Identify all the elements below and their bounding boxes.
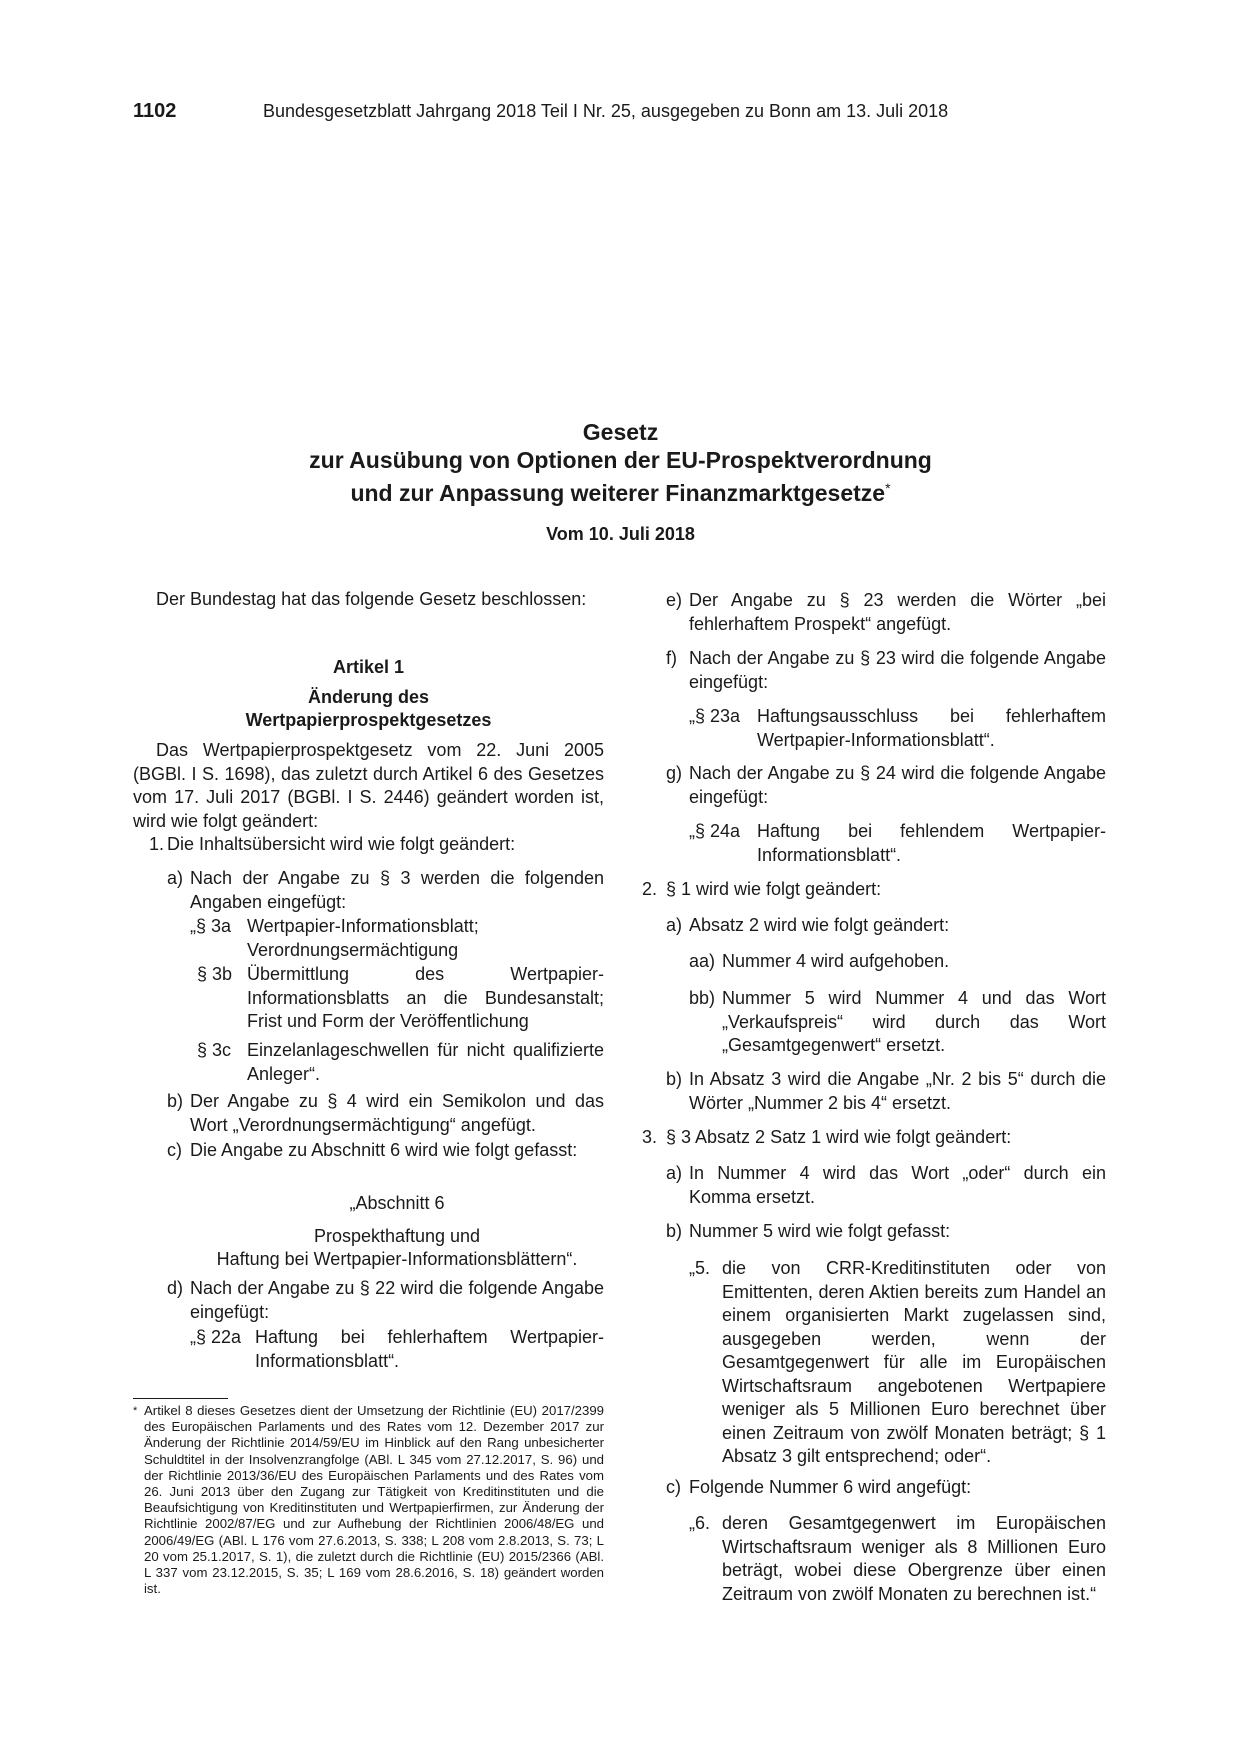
entry-3a-text: Wertpapier-Informationsblatt; Verordnungsermächtigung [247, 916, 479, 960]
item-2bb-text: Nummer 5 wird Nummer 4 und das Wort „Verkaufspreis“ wird durch das Wort „Gesamtgegenwert“ ersetzt. [722, 988, 1106, 1055]
item-3-label: 3. [642, 1127, 658, 1147]
item-3-text: § 3 Absatz 2 Satz 1 wird wie folgt geändert: [666, 1127, 1012, 1147]
item-1-label: 1. [149, 834, 165, 854]
entry-3b-label: § 3b [197, 964, 233, 984]
entry-23a-label: „§ 23a [689, 706, 741, 726]
article-heading: Artikel 1 [332, 657, 405, 677]
section-6-subtitle-2: Haftung bei Wertpapier-Informationsblättern“. [216, 1249, 578, 1269]
footnote-separator [133, 1398, 228, 1399]
item-3a-label: a) [666, 1163, 683, 1183]
item-1a-label: a) [167, 868, 184, 888]
law-title-line-3-text: und zur Anpassung weiterer Finanzmarktgesetze [350, 480, 886, 506]
page-number: 1102 [133, 100, 177, 122]
law-title [200, 418, 1041, 507]
item-3c-label: c) [666, 1477, 681, 1497]
law-date: Vom 10. Juli 2018 [546, 524, 695, 544]
item-3b-text: Nummer 5 wird wie folgt gefasst: [689, 1221, 951, 1241]
item-2-text: § 1 wird wie folgt geändert: [666, 879, 882, 899]
number-6-label: „6. [689, 1513, 711, 1533]
entry-22a-text: Haftung bei fehlerhaftem Wertpapier-Informationsblatt“. [255, 1327, 604, 1371]
item-1g-label: g) [666, 763, 683, 783]
item-2a-text: Absatz 2 wird wie folgt geändert: [689, 915, 950, 935]
footnote-text: Artikel 8 dieses Gesetzes dient der Umsetzung der Richtlinie (EU) 2017/2399 des Europäischen Parlaments und des Rates vom 12. Dezember 2017 zur Änderung der Richtlinie 2014/59/EU im Hinblick auf den Rang unbesicherter Schuldtitel in der Insolvenzrangfolge (ABl. L 345 vom 27.12.2017, S. 96) und der Richtlinie 2013/36/EU des Europäischen Parlaments und des Rates vom 26. Juni 2013 über den Zugang zur Tätigkeit von Kreditinstituten und die Beaufsichtigung von Kreditinstituten und Wertpapierfirmen, zur Änderung der Richtlinie 2002/87/EG und zur Aufhebung der Richtlinien 2006/48/EG und 2006/49/EG (ABl. L 176 vom 27.6.2013, S. 338; L 208 vom 2.8.2013, S. 73; L 20 vom 25.1.2017, S. 1), die zuletzt durch die Richtlinie (EU) 2015/2366 (ABl. L 337 vom 23.12.2015, S. 35; L 169 vom 28.6.2016, S. 18) geändert worden ist. [144, 1403, 604, 1597]
section-6-subtitle-1: Prospekthaftung und [313, 1226, 481, 1246]
entry-3b-text: Übermittlung des Wertpapier-Informationsblatts an die Bundesanstalt; Frist und Form der Veröffentlichung [247, 964, 604, 1031]
section-6-title: „Abschnitt 6 [349, 1193, 445, 1213]
entry-24a-text: Haftung bei fehlendem Wertpapier-Informationsblatt“. [757, 821, 1106, 865]
number-5-label: „5. [689, 1258, 711, 1278]
item-2bb-label: bb) [689, 988, 716, 1008]
article-title-line-1: Änderung des [307, 687, 429, 707]
item-3c-text: Folgende Nummer 6 wird angefügt: [689, 1477, 972, 1497]
item-1f-label: f) [666, 648, 677, 668]
footnote [133, 1403, 604, 1597]
item-2aa-label: aa) [689, 951, 716, 971]
item-1c-label: c) [167, 1140, 182, 1160]
item-1c-text: Die Angabe zu Abschnitt 6 wird wie folgt gefasst: [190, 1140, 578, 1160]
footnote-marker: * [885, 480, 891, 496]
item-2b-text: In Absatz 3 wird die Angabe „Nr. 2 bis 5“ durch die Wörter „Nummer 2 bis 4“ ersetzt. [689, 1069, 1106, 1113]
law-title-line-3 [200, 474, 1041, 507]
entry-24a-label: „§ 24a [689, 821, 741, 841]
item-1b-text: Der Angabe zu § 4 wird ein Semikolon und das Wort „Verordnungsermächtigung“ angefügt. [190, 1091, 604, 1135]
item-1g-text: Nach der Angabe zu § 24 wird die folgende Angabe eingefügt: [689, 763, 1106, 807]
item-2b-label: b) [666, 1069, 683, 1089]
law-title-line-2: zur Ausübung von Optionen der EU-Prospektverordnung [309, 447, 932, 473]
item-2-label: 2. [642, 879, 658, 899]
number-6-text: deren Gesamtgegenwert im Europäischen Wirtschaftsraum weniger als 8 Millionen Euro beträgt, wobei diese Obergrenze über einen Zeitraum von zwölf Monaten zu berechnen ist.“ [722, 1513, 1106, 1604]
entry-22a-label: „§ 22a [190, 1327, 242, 1347]
item-1a-text: Nach der Angabe zu § 3 werden die folgenden Angaben eingefügt: [190, 868, 604, 912]
item-2aa-text: Nummer 4 wird aufgehoben. [722, 951, 950, 971]
item-1d-label: d) [167, 1278, 184, 1298]
item-1-text: Die Inhaltsübersicht wird wie folgt geändert: [167, 834, 516, 854]
footnote-marker-bottom: * [133, 1405, 138, 1417]
item-1b-label: b) [167, 1091, 184, 1111]
item-2a-label: a) [666, 915, 683, 935]
item-1d-text: Nach der Angabe zu § 22 wird die folgende Angabe eingefügt: [190, 1278, 604, 1322]
article-intro: Das Wertpapierprospektgesetz vom 22. Juni 2005 (BGBl. I S. 1698), das zuletzt durch Artikel 6 des Gesetzes vom 17. Juli 2017 (BGBl. I S. 2446) geändert worden ist, wird wie folgt geändert: [133, 740, 604, 831]
item-3a-text: In Nummer 4 wird das Wort „oder“ durch ein Komma ersetzt. [689, 1163, 1106, 1207]
item-3b-label: b) [666, 1221, 683, 1241]
article-title-line-2: Wertpapierprospektgesetzes [245, 710, 492, 730]
running-header: Bundesgesetzblatt Jahrgang 2018 Teil I Nr. 25, ausgegeben zu Bonn am 13. Juli 2018 [263, 101, 949, 121]
item-1e-text: Der Angabe zu § 23 werden die Wörter „bei fehlerhaftem Prospekt“ angefügt. [689, 590, 1106, 634]
preamble: Der Bundestag hat das folgende Gesetz beschlossen: [156, 589, 587, 609]
entry-23a-text: Haftungsausschluss bei fehlerhaftem Wertpapier-Informationsblatt“. [757, 706, 1106, 750]
number-5-text: die von CRR-Kreditinstituten oder von Emittenten, deren Aktien bereits zum Handel an einem organisierten Markt zugelassen sind, ausgegeben werden, wenn der Gesamtgegenwert für alle im Europäischen Wirtschaftsraum angebotenen Wertpapiere weniger als 5 Millionen Euro berechnet über einen Zeitraum von zwölf Monaten beträgt; § 1 Absatz 3 gilt entsprechend; oder“. [722, 1258, 1106, 1466]
entry-3c-text: Einzelanlageschwellen für nicht qualifizierte Anleger“. [247, 1040, 604, 1084]
item-1e-label: e) [666, 590, 683, 610]
item-1f-text: Nach der Angabe zu § 23 wird die folgende Angabe eingefügt: [689, 648, 1106, 692]
entry-3a-label: „§ 3a [190, 916, 232, 936]
entry-3c-label: § 3c [197, 1040, 232, 1060]
law-title-line-1: Gesetz [582, 419, 659, 445]
